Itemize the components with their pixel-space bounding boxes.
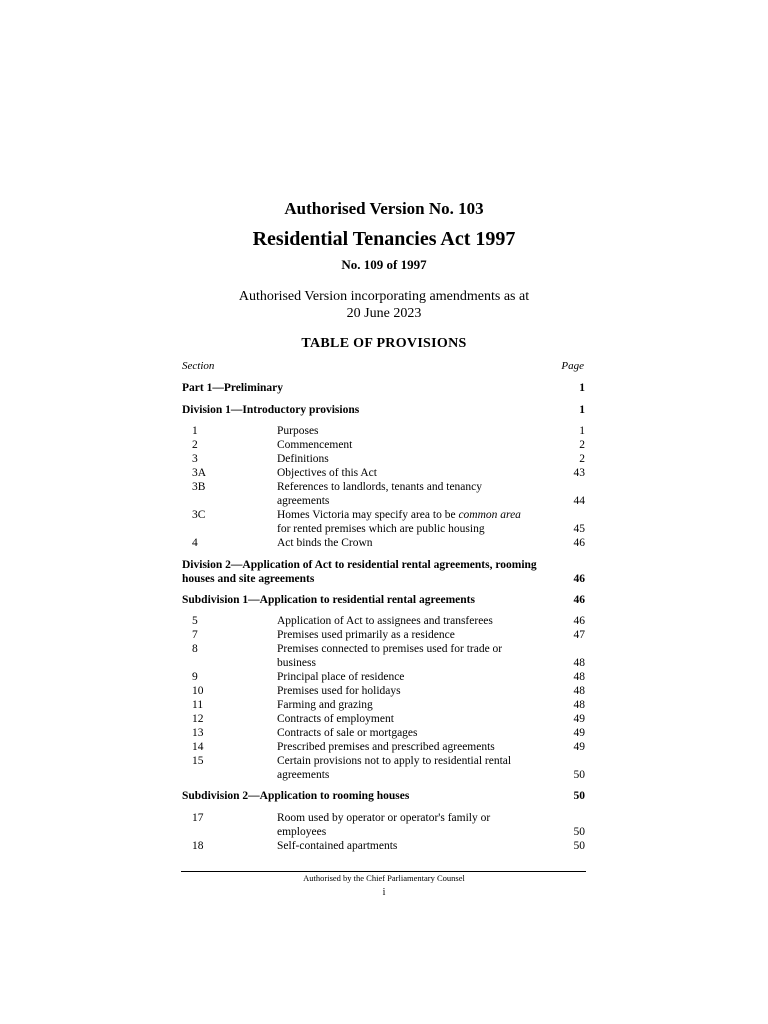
section-title: Premises connected to premises used for trade or business — [277, 643, 503, 669]
section-number: 3B — [192, 481, 206, 493]
toc-entry[interactable] — [182, 614, 585, 628]
section-title: Room used by operator or operator's family or employees — [277, 812, 491, 838]
act-number: No. 109 of 1997 — [341, 257, 427, 272]
toc-entry[interactable] — [182, 480, 585, 508]
section-title: Contracts of sale or mortgages — [277, 727, 418, 739]
toc-heading-part-1[interactable] — [182, 381, 585, 395]
heading-page: 50 — [573, 790, 585, 802]
section-title: Principal place of residence — [277, 671, 405, 683]
section-page: 48 — [573, 685, 585, 697]
act-title: Residential Tenancies Act 1997 — [252, 228, 516, 250]
toc-entry[interactable] — [182, 438, 585, 452]
toc-entry[interactable] — [182, 839, 585, 853]
toc-entry[interactable] — [182, 811, 585, 839]
section-page: 49 — [573, 727, 585, 739]
heading-page: 46 — [573, 594, 585, 606]
section-title: Application of Act to assignees and transferees — [277, 615, 493, 627]
section-title: Premises used primarily as a residence — [277, 629, 455, 641]
toc-entry[interactable] — [182, 628, 585, 642]
heading-page: 1 — [579, 404, 585, 416]
toc-entry[interactable] — [182, 670, 585, 684]
section-number: 17 — [192, 812, 204, 824]
section-title: Act binds the Crown — [277, 537, 373, 549]
toc-heading-subdivision-2[interactable] — [182, 789, 585, 803]
section-number: 3A — [192, 467, 207, 479]
heading-text: Part 1—Preliminary — [182, 382, 284, 394]
section-number: 3 — [192, 453, 198, 465]
section-title: Homes Victoria may specify area to be common area for rented premises which are public housing — [277, 509, 521, 535]
page-number: i — [382, 887, 386, 898]
section-page: 49 — [573, 713, 585, 725]
toc-heading-subdivision-1[interactable] — [182, 593, 585, 607]
section-number: 3C — [192, 509, 206, 521]
toc-entry[interactable] — [182, 536, 585, 550]
toc-entry[interactable] — [182, 754, 585, 782]
section-number: 14 — [192, 741, 204, 753]
section-column-label: Section — [182, 360, 215, 372]
section-number: 12 — [192, 713, 204, 725]
section-page: 48 — [573, 699, 585, 711]
section-number: 2 — [192, 439, 198, 451]
section-title: Contracts of employment — [277, 713, 394, 725]
section-title: Definitions — [277, 453, 329, 465]
section-title: Prescribed premises and prescribed agreements — [277, 741, 495, 753]
toc-title: TABLE OF PROVISIONS — [301, 336, 467, 351]
section-title: Purposes — [277, 425, 319, 437]
footer-divider — [181, 871, 586, 872]
section-title: Farming and grazing — [277, 699, 373, 711]
section-number: 18 — [192, 840, 204, 852]
page-column-label: Page — [561, 360, 584, 372]
section-page: 50 — [573, 826, 585, 838]
italic-term: common area — [458, 509, 521, 521]
section-page: 48 — [573, 671, 585, 683]
toc-entry[interactable] — [182, 452, 585, 466]
section-page: 44 — [573, 495, 585, 507]
footer-authorisation: Authorised by the Chief Parliamentary Counsel — [303, 873, 465, 883]
section-number: 8 — [192, 643, 198, 655]
section-title: Premises used for holidays — [277, 685, 401, 697]
section-page: 2 — [579, 439, 585, 451]
section-page: 2 — [579, 453, 585, 465]
toc-entry[interactable] — [182, 684, 585, 698]
section-number: 13 — [192, 727, 204, 739]
toc-entry[interactable] — [182, 726, 585, 740]
section-number: 4 — [192, 537, 198, 549]
incorporating-date: 20 June 2023 — [346, 306, 422, 321]
section-number: 7 — [192, 629, 198, 641]
section-title: Certain provisions not to apply to residential rental agreements — [277, 755, 512, 781]
incorporating-line-1: Authorised Version incorporating amendments as at — [238, 289, 530, 304]
authorised-version-heading: Authorised Version No. 103 — [284, 199, 484, 218]
section-page: 45 — [573, 523, 585, 535]
section-page: 1 — [579, 425, 585, 437]
heading-page: 1 — [579, 382, 585, 394]
section-number: 9 — [192, 671, 198, 683]
section-page: 50 — [573, 840, 585, 852]
toc-entry[interactable] — [182, 466, 585, 480]
incorporating-statement — [0, 288, 768, 322]
section-title: Objectives of this Act — [277, 467, 377, 479]
toc-entry[interactable] — [182, 740, 585, 754]
section-title: Self-contained apartments — [277, 840, 398, 852]
section-page: 46 — [573, 615, 585, 627]
heading-text: Subdivision 2—Application to rooming houses — [182, 790, 410, 802]
toc-entry[interactable] — [182, 642, 585, 670]
section-page: 50 — [573, 769, 585, 781]
section-number: 11 — [192, 699, 204, 711]
heading-text: Division 2—Application of Act to residential rental agreements, rooming houses and site agreements — [182, 559, 537, 585]
section-title: References to landlords, tenants and tenancy agreements — [277, 481, 483, 507]
section-page: 47 — [573, 629, 585, 641]
section-page: 49 — [573, 741, 585, 753]
heading-text: Division 1—Introductory provisions — [182, 404, 360, 416]
section-title: Commencement — [277, 439, 353, 451]
section-number: 10 — [192, 685, 204, 697]
section-page: 46 — [573, 537, 585, 549]
toc-heading-division-1[interactable] — [182, 403, 585, 417]
heading-page: 46 — [573, 573, 585, 585]
toc-entry[interactable] — [182, 424, 585, 438]
section-number: 15 — [192, 755, 204, 767]
heading-text: Subdivision 1—Application to residential rental agreements — [182, 594, 475, 606]
section-number: 5 — [192, 615, 198, 627]
section-page: 43 — [573, 467, 585, 479]
section-page: 48 — [573, 657, 585, 669]
toc-heading-division-2[interactable] — [182, 558, 585, 586]
toc-entry[interactable] — [182, 712, 585, 726]
toc-entry[interactable] — [182, 508, 585, 536]
section-number: 1 — [192, 425, 198, 437]
toc-entry[interactable] — [182, 698, 585, 712]
